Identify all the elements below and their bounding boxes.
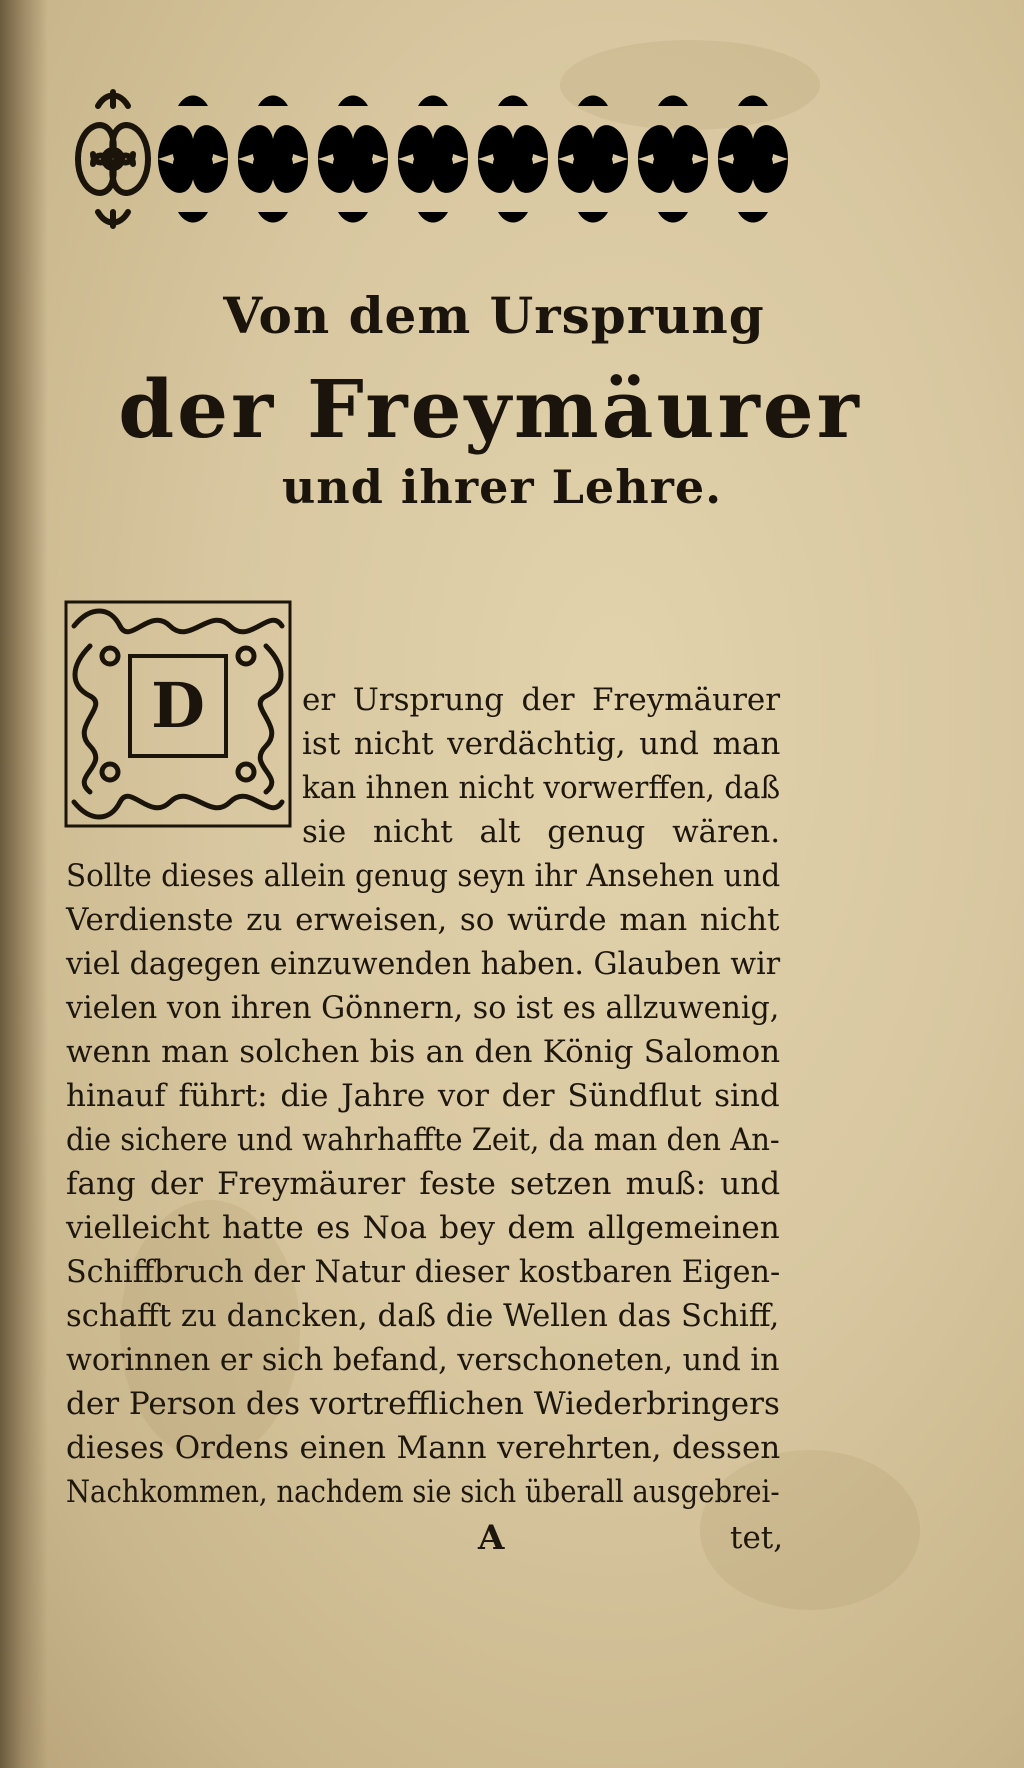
text-line: die sichere und wahrhaffte Zeit, da man den An- — [66, 1122, 780, 1158]
catchword: tet, — [730, 1520, 784, 1556]
text-line: er Ursprung der Freymäurer — [302, 682, 781, 718]
page-gutter-shadow — [0, 0, 48, 1768]
signature-mark: A — [478, 1518, 505, 1558]
text-line: sie nicht alt genug wären. — [302, 814, 781, 850]
text-line: Nachkommen, nachdem sie sich überall ausgebrei- — [66, 1474, 780, 1510]
chapter-title-line-1: Von dem Ursprung — [223, 286, 765, 345]
decorated-initial — [60, 596, 296, 832]
text-line: der Person des vortrefflichen Wiederbringers — [66, 1386, 780, 1422]
text-line: fang der Freymäurer feste setzen muß: und — [66, 1166, 781, 1202]
text-line: vielleicht hatte es Noa bey dem allgemeinen — [66, 1210, 780, 1246]
chapter-title-line-2: der Freymäurer — [118, 362, 862, 456]
text-line: schafft zu dancken, daß die Wellen das Schiff, — [66, 1298, 780, 1334]
chapter-title-line-3: und ihrer Lehre. — [281, 460, 723, 514]
ornamental-headpiece — [68, 84, 793, 234]
text-line: wenn man solchen bis an den König Salomon — [66, 1034, 781, 1070]
text-line: kan ihnen nicht vorwerffen, daß — [302, 770, 781, 806]
text-line: Sollte dieses allein genug seyn ihr Ansehen und — [66, 858, 781, 894]
text-line: dieses Ordens einen Mann verehrten, dessen — [66, 1430, 781, 1466]
text-line: worinnen er sich befand, verschoneten, und in — [66, 1342, 780, 1378]
initial-letter: D — [151, 669, 205, 742]
text-line: hinauf führt: die Jahre vor der Sündflut sind — [66, 1078, 780, 1114]
text-line: vielen von ihren Gönnern, so ist es allzuwenig, — [66, 990, 780, 1026]
text-line: viel dagegen einzuwenden haben. Glauben wir — [66, 946, 781, 982]
text-line: Verdienste zu erweisen, so würde man nicht — [66, 902, 780, 938]
text-line: Schiffbruch der Natur dieser kostbaren Eigen- — [66, 1254, 781, 1290]
text-line: ist nicht verdächtig, und man — [302, 726, 781, 762]
